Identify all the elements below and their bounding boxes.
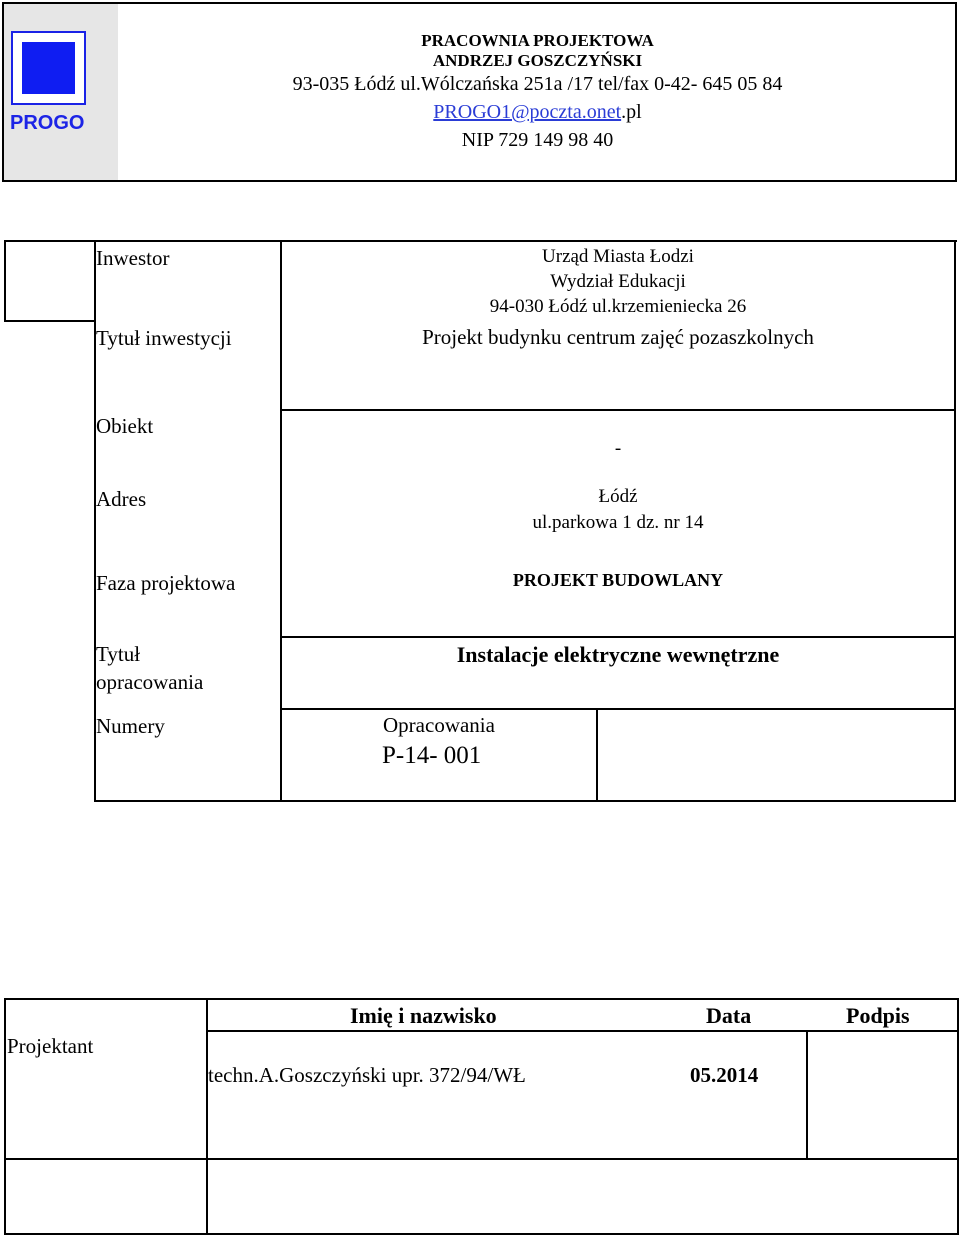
table-top-border [4,240,957,242]
opracowania-label: Opracowania [383,713,495,737]
adres-line2: ul.parkowa 1 dz. nr 14 [532,512,704,533]
company-address: 93-035 Łódź ul.Wólczańska 251a /17 tel/fax 0-42- 645 05 84 [292,73,783,95]
table-divider-obiekt [280,409,956,411]
company-name-line2: ANDRZEJ GOSZCZYŃSKI [432,51,643,70]
numer-value: P-14- 001 [382,742,482,769]
col-sign-header: Podpis [846,1003,910,1028]
sig-col-divider-2 [806,1032,808,1160]
table-left-edge-top [4,240,6,322]
numery-column-divider [596,708,598,802]
table-divider-tytul [280,636,956,638]
tytul-inwestycji-value: Projekt budynku centrum zajęć pozaszkolnych [422,325,814,349]
table-bottom-border [94,800,956,802]
sig-bottom-border [4,1233,959,1235]
obiekt-label: Obiekt [96,414,154,438]
inwestor-label: Inwestor [96,246,170,270]
tytul-inwestycji-label: Tytuł inwestycji [96,326,232,350]
inwestor-line2: Wydział Edukacji [550,271,686,292]
inwestor-line1: Urząd Miasta Łodzi [542,246,694,267]
tytul-opracowania-value: Instalacje elektryczne wewnętrzne [456,642,780,667]
sig-left-border [4,998,6,1235]
sig-right-border [957,998,959,1235]
company-nip: NIP 729 149 98 40 [461,129,614,151]
sig-top-border [4,998,959,1000]
sig-col-divider-1 [206,998,208,1235]
logo-square-icon [22,42,75,94]
inwestor-line3: 94-030 Łódź ul.krzemieniecka 26 [489,296,747,317]
table-left-stub-line [4,320,94,322]
logo-text: PROGO [10,112,85,134]
adres-line1: Łódź [598,486,638,507]
table-divider-numery [280,708,956,710]
company-name-line1: PRACOWNIA PROJEKTOWA [421,31,654,50]
obiekt-value: - [614,438,622,459]
col-date-header: Data [706,1003,752,1028]
faza-value: PROJEKT BUDOWLANY [512,570,724,590]
email-link[interactable]: PROGO1@poczta.onet [433,101,622,123]
table-right-border [954,240,956,802]
numery-label: Numery [96,714,165,738]
designer-name: techn.A.Goszczyński upr. 372/94/WŁ [208,1063,526,1087]
designer-date: 05.2014 [690,1063,759,1087]
email-suffix: .pl [621,101,642,123]
tytul-opracowania-label-2: opracowania [96,670,204,694]
projektant-label: Projektant [7,1034,94,1058]
col-name-header: Imię i nazwisko [350,1003,497,1028]
adres-label: Adres [96,487,147,511]
faza-label: Faza projektowa [96,571,236,595]
sig-header-line [206,1030,959,1032]
company-email [120,101,955,124]
sig-mid-line [4,1158,959,1160]
tytul-opracowania-label-1: Tytuł [96,642,141,666]
